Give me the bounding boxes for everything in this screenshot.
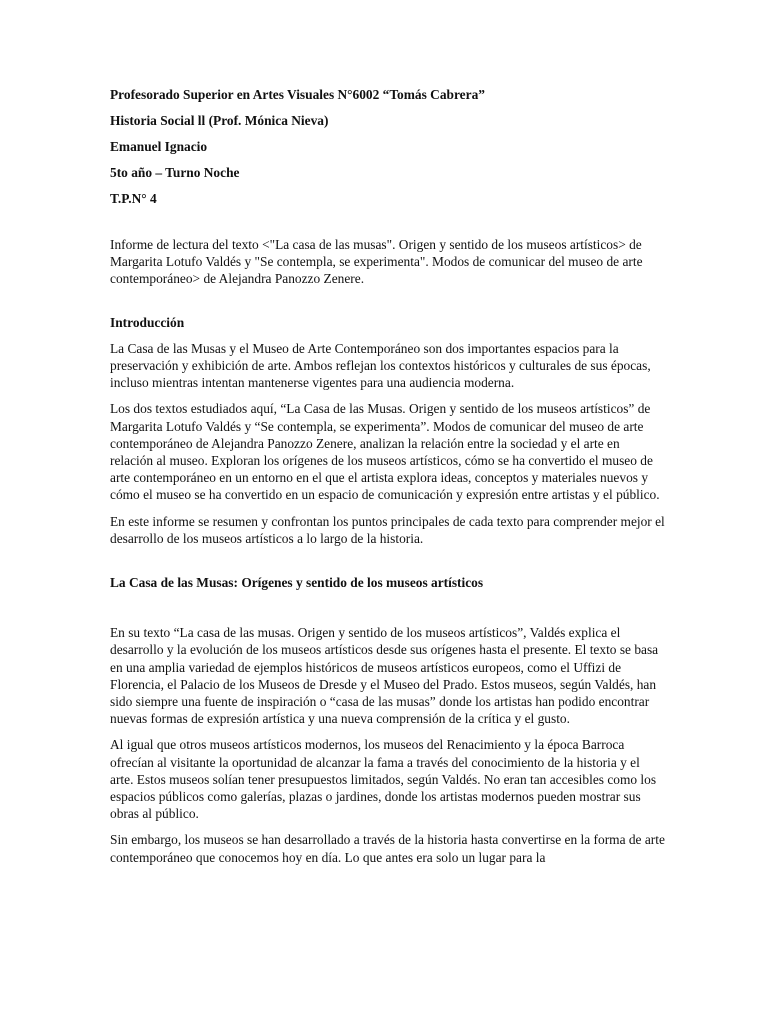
section-paragraph-2: Al igual que otros museos artísticos modernos, los museos del Renacimiento y la época Barroca ofrecían al visitante la oportunidad de alcanzar la fama a través del conocimiento de la historia y el arte. Estos museos solían tener presupuestos limitados, según Valdés. No eran tan accesibles como los espacios públicos como galerías, plazas o jardines, donde los artistas modernos pueden mostrar sus obras al público. (110, 737, 657, 822)
introduction-heading: Introducción (110, 314, 185, 330)
lead-paragraph: Informe de lectura del texto <"La casa de las musas". Origen y sentido de los museos artísticos> de Margarita Lotufo Valdés y "Se contempla, se experimenta". Modos de comunicar del museo de arte contemporáneo> de Alejandra Panozzo Zenere. (110, 237, 643, 287)
section-paragraph-3: Sin embargo, los museos se han desarrollado a través de la historia hasta convertirse en la forma de arte contemporáneo que conocemos hoy en día. Lo que antes era solo un lugar para la (110, 832, 665, 865)
section-heading: La Casa de las Musas: Orígenes y sentido de los museos artísticos (110, 575, 484, 591)
introduction-paragraph-3: En este informe se resumen y confrontan los puntos principales de cada texto para comprender mejor el desarrollo de los museos artísticos a lo largo de la historia. (110, 513, 665, 546)
institution-name: Profesorado Superior en Artes Visuales N°6002 “Tomás Cabrera” (110, 87, 485, 102)
course-name: Historia Social ll (Prof. Mónica Nieva) (110, 113, 329, 128)
introduction-paragraph-1: La Casa de las Musas y el Museo de Arte Contemporáneo son dos importantes espacios para la preservación y exhibición de arte. Ambos reflejan los contextos históricos y culturales de sus épocas, incluso mientras intentan mantenerse vigentes para una audiencia moderna. (110, 340, 651, 391)
assignment-number: T.P.N° 4 (110, 191, 157, 206)
introduction-paragraph-2: Los dos textos estudiados aquí, “La Casa de las Musas. Origen y sentido de los museos artísticos” de Margarita Lotufo Valdés y “Se contempla, se experimenta”. Modos de comunicar del museo de arte contemporáneo de Alejandra Panozzo Zenere, analizan la relación entre la sociedad y el arte en relación al museo. Exploran los orígenes de los museos artísticos, cómo se ha convertido el museo de arte contemporáneo en un entorno en el que el artista explora ideas, conceptos y materiales nuevos y cómo el museo se ha convertido en un espacio de comunicación y expresión entre artistas y el público. (110, 401, 660, 503)
student-name: Emanuel Ignacio (110, 139, 208, 154)
year-shift: 5to año – Turno Noche (110, 165, 240, 180)
section-paragraph-1: En su texto “La casa de las musas. Origen y sentido de los museos artísticos”, Valdés explica el desarrollo y la evolución de los museos artísticos desde sus orígenes hasta el presente. El texto se basa en una amplia variedad de ejemplos históricos de museos artísticos europeos, como el Uffizi de Florencia, el Palacio de los Museos de Dresde y el Museo del Prado. Estos museos, según Valdés, han sido siempre una fuente de inspiración o “casa de las musas” donde los artistas han podido encontrar nuevas formas de expresión artística y una nueva comprensión de la crítica y el gusto. (110, 625, 659, 727)
document-page (110, 86, 665, 866)
